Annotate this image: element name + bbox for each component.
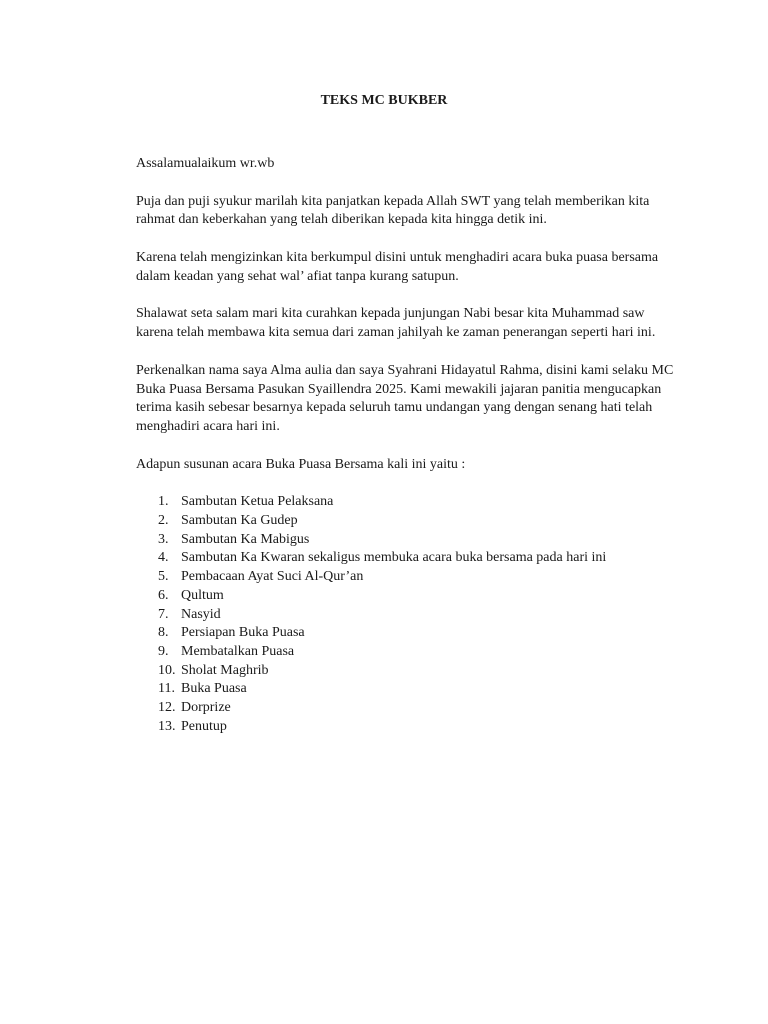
- list-item: [136, 549, 684, 568]
- shalawat-paragraph: Shalawat seta salam mari kita curahkan kepada junjungan Nabi besar kita Muhammad saw karena telah membawa kita semua dari zaman jahilyah ke zaman penerangan seperti hari ini.: [136, 306, 656, 341]
- list-item-number: 2.: [158, 513, 169, 529]
- list-item-text: Sambutan Ka Kwaran sekaligus membuka acara buka bersama pada hari ini: [181, 550, 607, 566]
- list-item-text: Sambutan Ketua Pelaksana: [181, 494, 334, 510]
- document-body: [136, 155, 684, 736]
- list-item-text: Penutup: [181, 718, 227, 734]
- list-item-number: 12.: [158, 700, 176, 716]
- list-item-number: 9.: [158, 643, 169, 659]
- list-item: [136, 512, 684, 531]
- list-item-text: Buka Puasa: [181, 681, 247, 697]
- list-item: [136, 568, 684, 587]
- list-item-number: 7.: [158, 606, 169, 622]
- list-item-number: 8.: [158, 625, 169, 641]
- list-item: [136, 606, 684, 625]
- list-item-text: Sambutan Ka Gudep: [181, 513, 298, 529]
- list-item: [136, 493, 684, 512]
- greeting-paragraph: Assalamualaikum wr.wb: [136, 156, 275, 171]
- list-item-text: Sambutan Ka Mabigus: [181, 531, 310, 547]
- list-item-text: Nasyid: [181, 606, 221, 622]
- list-item-number: 10.: [158, 662, 176, 678]
- list-item: [136, 624, 684, 643]
- list-item: [136, 587, 684, 606]
- list-item: [136, 699, 684, 718]
- list-item: [136, 680, 684, 699]
- list-item-text: Persiapan Buka Puasa: [181, 625, 305, 641]
- document-title: TEKS MC BUKBER: [320, 93, 448, 108]
- agenda-list: [136, 493, 684, 736]
- list-item-number: 1.: [158, 494, 169, 510]
- list-item-number: 13.: [158, 718, 176, 734]
- list-item-number: 3.: [158, 531, 169, 547]
- list-item-text: Qultum: [181, 587, 224, 603]
- gathering-paragraph: Karena telah mengizinkan kita berkumpul disini untuk menghadiri acara buka puasa bersama dalam keadan yang sehat wal’ afiat tanpa kurang satupun.: [136, 249, 659, 284]
- list-item-text: Dorprize: [181, 700, 231, 716]
- agenda-intro-paragraph: Adapun susunan acara Buka Puasa Bersama kali ini yaitu :: [136, 456, 466, 472]
- list-item-number: 11.: [158, 681, 175, 697]
- list-item-text: Sholat Maghrib: [181, 662, 269, 678]
- list-item-number: 6.: [158, 587, 169, 603]
- list-item: [136, 531, 684, 550]
- list-item-number: 5.: [158, 569, 169, 585]
- list-item-number: 4.: [158, 550, 169, 566]
- list-item-text: Pembacaan Ayat Suci Al-Qur’an: [181, 569, 364, 585]
- introduction-paragraph: Perkenalkan nama saya Alma aulia dan saya Syahrani Hidayatul Rahma, disini kami selaku MC Buka Puasa Bersama Pasukan Syaillendra 2025. Kami mewakili jajaran panitia mengucapkan terima kasih sebesar besarnya kepada seluruh tamu undangan yang dengan senang hati telah menghadiri acara hari ini.: [136, 362, 674, 435]
- list-item: [136, 662, 684, 681]
- gratitude-paragraph: Puja dan puji syukur marilah kita panjatkan kepada Allah SWT yang telah memberikan kita rahmat dan keberkahan yang telah diberikan kepada kita hingga detik ini.: [136, 193, 650, 228]
- list-item: [136, 643, 684, 662]
- list-item-text: Membatalkan Puasa: [181, 643, 295, 659]
- list-item: [136, 718, 684, 737]
